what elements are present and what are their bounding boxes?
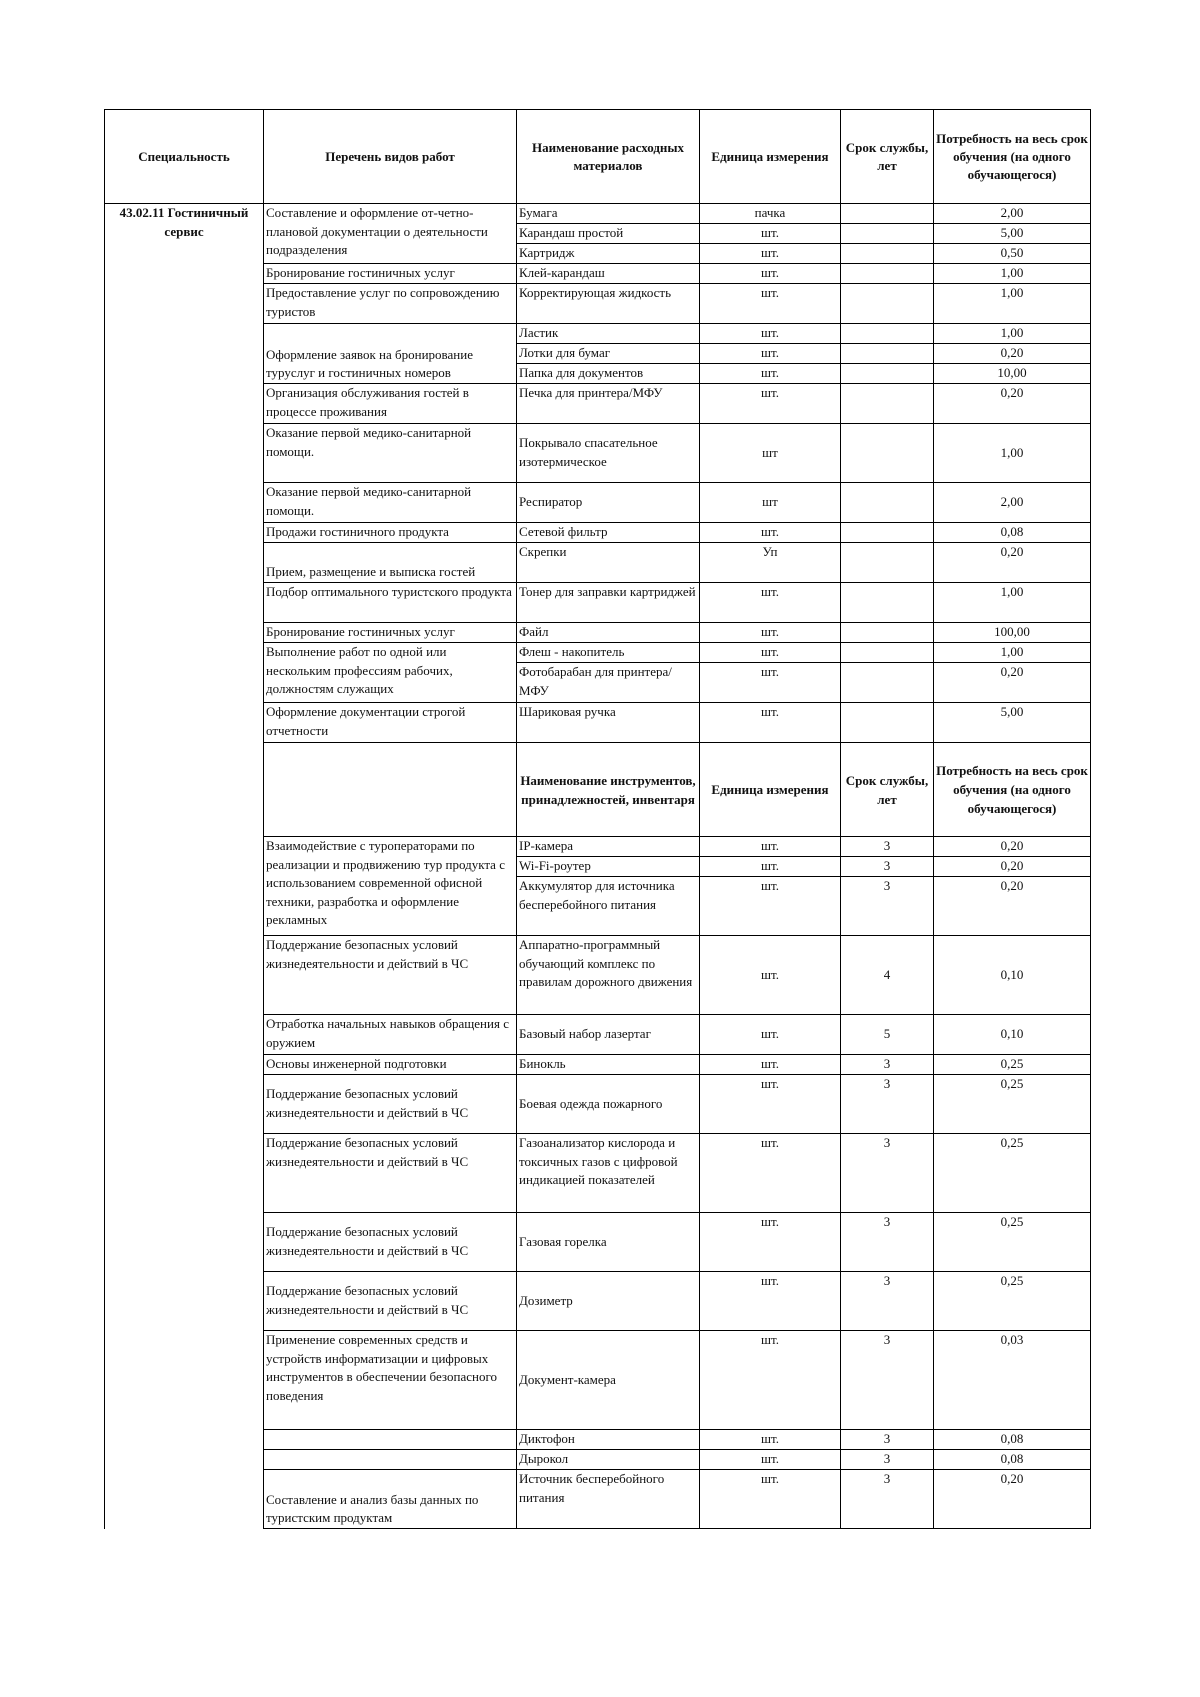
item-name: Папка для документов bbox=[517, 364, 700, 384]
work-cell: Применение современных средств и устройств информатизации и цифровых инструментов в обеспечении безопасного поведения bbox=[264, 1331, 517, 1430]
item-unit: шт. bbox=[700, 1272, 841, 1331]
item-unit: шт. bbox=[700, 1331, 841, 1430]
item-unit: шт. bbox=[700, 857, 841, 877]
work-cell: Основы инженерной подготовки bbox=[264, 1055, 517, 1075]
work-cell: Составление и анализ базы данных по туристским продуктам bbox=[264, 1470, 517, 1529]
item-need: 0,08 bbox=[934, 1430, 1091, 1450]
item-name: Аппаратно-программный обучающий комплекс по правилам дорожного движения bbox=[517, 936, 700, 1015]
subheader-empty-cell bbox=[264, 743, 517, 837]
item-unit: шт. bbox=[700, 837, 841, 857]
work-cell: Бронирование гостиничных услуг bbox=[264, 264, 517, 284]
item-name: Газоанализатор кислорода и токсичных газов с цифровой индикацией показателей bbox=[517, 1134, 700, 1213]
item-name: Шариковая ручка bbox=[517, 703, 700, 743]
item-need: 0,20 bbox=[934, 837, 1091, 857]
item-need: 0,20 bbox=[934, 857, 1091, 877]
item-life: 3 bbox=[841, 1450, 934, 1470]
item-name: Бинокль bbox=[517, 1055, 700, 1075]
item-need: 0,20 bbox=[934, 663, 1091, 703]
item-life bbox=[841, 483, 934, 523]
item-name: Карандаш простой bbox=[517, 224, 700, 244]
item-unit: шт. bbox=[700, 1450, 841, 1470]
item-life bbox=[841, 204, 934, 224]
item-unit: шт bbox=[700, 424, 841, 483]
work-cell bbox=[264, 1450, 517, 1470]
item-need: 0,25 bbox=[934, 1272, 1091, 1331]
header-need: Потребность на весь срок обучения (на одного обучающегося) bbox=[934, 110, 1091, 204]
item-need: 0,50 bbox=[934, 244, 1091, 264]
item-unit: шт. bbox=[700, 1055, 841, 1075]
item-name: Файл bbox=[517, 623, 700, 643]
work-cell: Поддержание безопасных условий жизнедеятельности и действий в ЧС bbox=[264, 1213, 517, 1272]
work-cell: Прием, размещение и выписка гостей bbox=[264, 543, 517, 583]
work-cell bbox=[264, 1430, 517, 1450]
item-name: Газовая горелка bbox=[517, 1213, 700, 1272]
item-life bbox=[841, 623, 934, 643]
table-header-row bbox=[105, 110, 1091, 204]
item-need: 1,00 bbox=[934, 264, 1091, 284]
item-unit: шт. bbox=[700, 324, 841, 344]
item-life bbox=[841, 224, 934, 244]
item-name: Корректирующая жидкость bbox=[517, 284, 700, 324]
item-name: Аккумулятор для источника бесперебойного питания bbox=[517, 877, 700, 936]
item-life bbox=[841, 364, 934, 384]
item-need: 0,20 bbox=[934, 877, 1091, 936]
subheader-service-life: Срок службы, лет bbox=[841, 743, 934, 837]
item-need: 0,20 bbox=[934, 384, 1091, 424]
item-life bbox=[841, 703, 934, 743]
item-name: Боевая одежда пожарного bbox=[517, 1075, 700, 1134]
item-life bbox=[841, 643, 934, 663]
item-life: 3 bbox=[841, 1430, 934, 1450]
materials-table bbox=[104, 109, 1091, 1529]
item-unit: шт. bbox=[700, 224, 841, 244]
work-cell: Продажи гостиничного продукта bbox=[264, 523, 517, 543]
item-unit: шт bbox=[700, 483, 841, 523]
item-name: Фотобарабан для принтера/МФУ bbox=[517, 663, 700, 703]
item-need: 5,00 bbox=[934, 224, 1091, 244]
item-unit: шт. bbox=[700, 1134, 841, 1213]
specialty-cell: 43.02.11 Гостиничный сервис bbox=[105, 204, 264, 1529]
item-name: Картридж bbox=[517, 244, 700, 264]
work-cell: Оказание первой медико-санитарной помощи. bbox=[264, 483, 517, 523]
item-need: 0,20 bbox=[934, 344, 1091, 364]
work-cell: Выполнение работ по одной или нескольким профессиям рабочих, должностям служащих bbox=[264, 643, 517, 703]
work-cell: Поддержание безопасных условий жизнедеятельности и действий в ЧС bbox=[264, 1075, 517, 1134]
item-name: Базовый набор лазертаг bbox=[517, 1015, 700, 1055]
header-material-name: Наименование расходных материалов bbox=[517, 110, 700, 204]
item-name: Печка для принтера/МФУ bbox=[517, 384, 700, 424]
table-row bbox=[105, 204, 1091, 224]
work-cell: Поддержание безопасных условий жизнедеятельности и действий в ЧС bbox=[264, 1272, 517, 1331]
item-need: 0,25 bbox=[934, 1075, 1091, 1134]
item-need: 2,00 bbox=[934, 483, 1091, 523]
item-life bbox=[841, 663, 934, 703]
work-cell: Поддержание безопасных условий жизнедеятельности и действий в ЧС bbox=[264, 1134, 517, 1213]
item-life: 4 bbox=[841, 936, 934, 1015]
item-unit: шт. bbox=[700, 384, 841, 424]
item-need: 1,00 bbox=[934, 324, 1091, 344]
item-need: 5,00 bbox=[934, 703, 1091, 743]
item-name: Дырокол bbox=[517, 1450, 700, 1470]
item-life: 3 bbox=[841, 1075, 934, 1134]
item-life bbox=[841, 384, 934, 424]
item-life: 3 bbox=[841, 1055, 934, 1075]
item-need: 100,00 bbox=[934, 623, 1091, 643]
header-service-life: Срок службы, лет bbox=[841, 110, 934, 204]
item-unit: шт. bbox=[700, 1015, 841, 1055]
item-need: 0,08 bbox=[934, 523, 1091, 543]
item-name: Источник бесперебойного питания bbox=[517, 1470, 700, 1529]
item-need: 1,00 bbox=[934, 643, 1091, 663]
item-need: 1,00 bbox=[934, 284, 1091, 324]
header-unit: Единица измерения bbox=[700, 110, 841, 204]
item-unit: Уп bbox=[700, 543, 841, 583]
document-page bbox=[104, 109, 1090, 1529]
item-name: Дозиметр bbox=[517, 1272, 700, 1331]
work-cell: Организация обслуживания гостей в процессе проживания bbox=[264, 384, 517, 424]
item-name: Диктофон bbox=[517, 1430, 700, 1450]
item-unit: шт. bbox=[700, 643, 841, 663]
item-name: Лотки для бумаг bbox=[517, 344, 700, 364]
item-unit: пачка bbox=[700, 204, 841, 224]
work-cell: Поддержание безопасных условий жизнедеятельности и действий в ЧС bbox=[264, 936, 517, 1015]
item-need: 1,00 bbox=[934, 583, 1091, 623]
item-unit: шт. bbox=[700, 583, 841, 623]
item-life: 3 bbox=[841, 837, 934, 857]
item-need: 0,25 bbox=[934, 1134, 1091, 1213]
item-name: Тонер для заправки картриджей bbox=[517, 583, 700, 623]
item-name: Флеш - накопитель bbox=[517, 643, 700, 663]
item-unit: шт. bbox=[700, 244, 841, 264]
header-work-types: Перечень видов работ bbox=[264, 110, 517, 204]
item-unit: шт. bbox=[700, 364, 841, 384]
item-life bbox=[841, 424, 934, 483]
work-cell: Составление и оформление от-четно-плановой документации о деятельности подразделения bbox=[264, 204, 517, 264]
item-unit: шт. bbox=[700, 1213, 841, 1272]
item-unit: шт. bbox=[700, 1470, 841, 1529]
item-life bbox=[841, 284, 934, 324]
item-need: 10,00 bbox=[934, 364, 1091, 384]
item-need: 0,20 bbox=[934, 543, 1091, 583]
item-name: Бумага bbox=[517, 204, 700, 224]
subheader-need: Потребность на весь срок обучения (на одного обучающегося) bbox=[934, 743, 1091, 837]
item-name: Ластик bbox=[517, 324, 700, 344]
item-name: Респиратор bbox=[517, 483, 700, 523]
item-need: 0,08 bbox=[934, 1450, 1091, 1470]
item-life bbox=[841, 523, 934, 543]
item-unit: шт. bbox=[700, 936, 841, 1015]
item-life bbox=[841, 244, 934, 264]
item-need: 0,10 bbox=[934, 936, 1091, 1015]
item-life: 3 bbox=[841, 1134, 934, 1213]
item-need: 0,20 bbox=[934, 1470, 1091, 1529]
item-unit: шт. bbox=[700, 703, 841, 743]
item-unit: шт. bbox=[700, 1075, 841, 1134]
work-cell: Взаимодействие с туроператорами по реализации и продвижению тур продукта с использованием современной офисной техники, разработка и оформление рекламных bbox=[264, 837, 517, 936]
item-life: 3 bbox=[841, 877, 934, 936]
item-name: Покрывало спасательное изотермическое bbox=[517, 424, 700, 483]
item-life bbox=[841, 324, 934, 344]
item-unit: шт. bbox=[700, 344, 841, 364]
item-need: 0,10 bbox=[934, 1015, 1091, 1055]
item-life: 3 bbox=[841, 1470, 934, 1529]
item-need: 0,03 bbox=[934, 1331, 1091, 1430]
item-need: 0,25 bbox=[934, 1213, 1091, 1272]
work-cell: Оформление заявок на бронирование туруслуг и гостиничных номеров bbox=[264, 324, 517, 384]
item-name: IP-камера bbox=[517, 837, 700, 857]
item-name: Скрепки bbox=[517, 543, 700, 583]
item-need: 1,00 bbox=[934, 424, 1091, 483]
item-name: Wi-Fi-роутер bbox=[517, 857, 700, 877]
item-unit: шт. bbox=[700, 523, 841, 543]
header-specialty: Специальность bbox=[105, 110, 264, 204]
item-need: 0,25 bbox=[934, 1055, 1091, 1075]
item-life bbox=[841, 543, 934, 583]
work-cell: Бронирование гостиничных услуг bbox=[264, 623, 517, 643]
item-life bbox=[841, 344, 934, 364]
work-cell: Предоставление услуг по сопровождению туристов bbox=[264, 284, 517, 324]
item-life: 3 bbox=[841, 1331, 934, 1430]
work-cell: Отработка начальных навыков обращения с оружием bbox=[264, 1015, 517, 1055]
work-cell: Оформление документации строгой отчетности bbox=[264, 703, 517, 743]
item-name: Документ-камера bbox=[517, 1331, 700, 1430]
subheader-unit: Единица измерения bbox=[700, 743, 841, 837]
item-unit: шт. bbox=[700, 1430, 841, 1450]
item-life bbox=[841, 583, 934, 623]
item-name: Сетевой фильтр bbox=[517, 523, 700, 543]
item-unit: шт. bbox=[700, 623, 841, 643]
item-unit: шт. bbox=[700, 663, 841, 703]
item-life: 5 bbox=[841, 1015, 934, 1055]
item-life: 3 bbox=[841, 1272, 934, 1331]
item-name: Клей-карандаш bbox=[517, 264, 700, 284]
work-cell: Оказание первой медико-санитарной помощи. bbox=[264, 424, 517, 483]
item-unit: шт. bbox=[700, 284, 841, 324]
subheader-tool-name: Наименование инструментов, принадлежностей, инвентаря bbox=[517, 743, 700, 837]
item-life: 3 bbox=[841, 1213, 934, 1272]
item-unit: шт. bbox=[700, 264, 841, 284]
item-life: 3 bbox=[841, 857, 934, 877]
item-life bbox=[841, 264, 934, 284]
item-unit: шт. bbox=[700, 877, 841, 936]
work-cell: Подбор оптимального туристского продукта bbox=[264, 583, 517, 623]
item-need: 2,00 bbox=[934, 204, 1091, 224]
